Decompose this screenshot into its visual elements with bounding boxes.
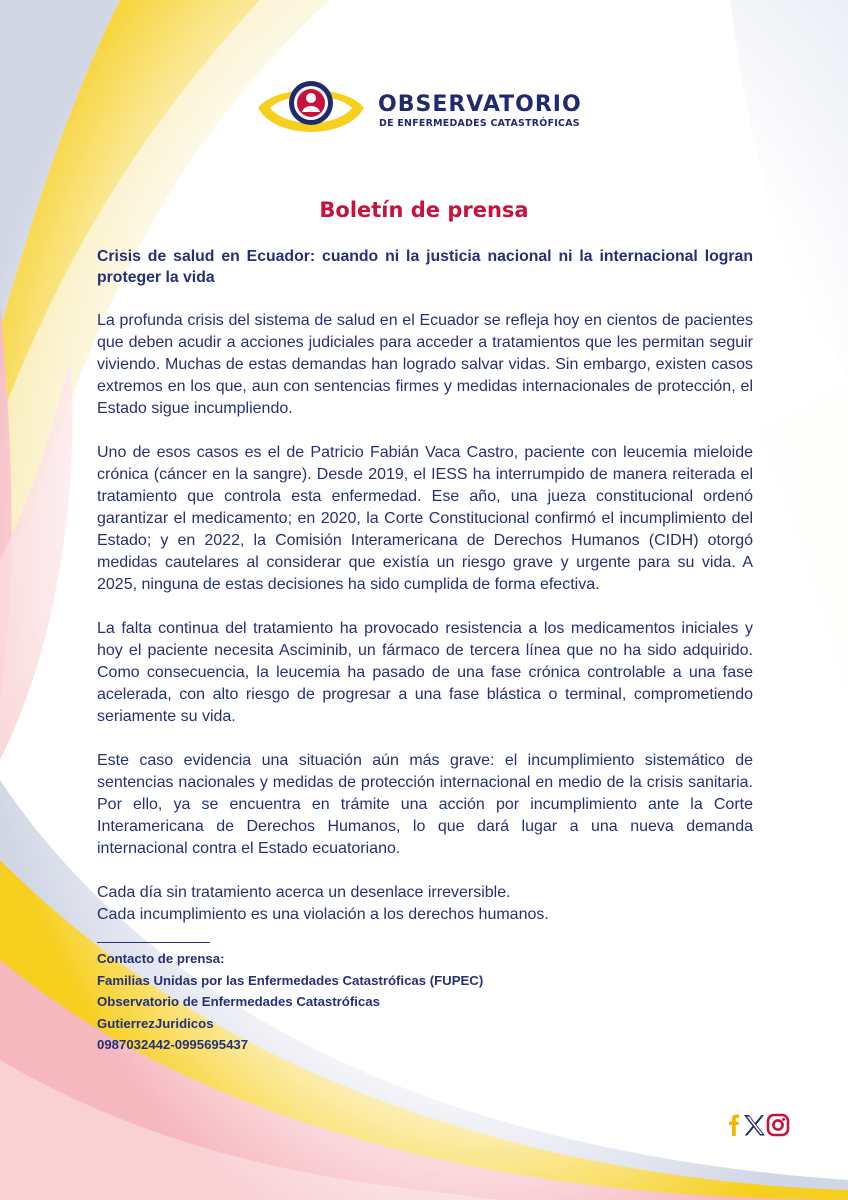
contact-line: Familias Unidas por las Enfermedades Catastróficas (FUPEC): [97, 972, 484, 988]
press-release-body: [97, 246, 753, 926]
contact-heading: Contacto de prensa:: [97, 951, 225, 966]
contact-divider: [97, 942, 210, 943]
paragraph: Este caso evidencia una situación aún más grave: el incumplimiento sistemático de sentencias nacionales y medidas de protección internacional en medio de la crisis sanitaria. Por ello, ya se encuentra en trámite una acción por incumplimiento ante la Corte Interamericana de Derechos Humanos, lo que dará lugar a una nueva demanda internacional contra el Estado ecuatoriano.: [97, 752, 753, 857]
observatorio-logo: [256, 76, 596, 146]
facebook-icon[interactable]: [729, 1115, 739, 1137]
closing-line: Cada incumplimiento es una violación a los derechos humanos.: [97, 906, 549, 923]
contact-line: GutierrezJuridicos: [97, 1015, 214, 1031]
paragraph: La falta continua del tratamiento ha provocado resistencia a los medicamentos iniciales y hoy el paciente necesita Asciminib, un fármaco de tercera línea que no ha sido adquirido. Como consecuencia, la leucemia ha pasado de una fase crónica controlable a una fase acelerada, con alto riesgo de progresar a una fase blástica o terminal, comprometiendo seriamente su vida.: [97, 620, 753, 725]
logo-name: OBSERVATORIO: [378, 92, 582, 117]
x-icon[interactable]: [744, 1115, 765, 1136]
contact-line: Observatorio de Enfermedades Catastróficas: [97, 994, 380, 1009]
paragraph: Uno de esos casos es el de Patricio Fabián Vaca Castro, paciente con leucemia mieloide crónica (cáncer en la sangre). Desde 2019, el IESS ha interrumpido de manera reiterada el tratamiento que controla esta enfermedad. Ese año, una jueza constitucional ordenó garantizar el medicamento; en 2020, la Corte Constitucional confirmó el incumplimiento del Estado; y en 2022, la Comisión Interamericana de Derechos Humanos (CIDH) otorgó medidas cautelares al considerar que existía un riesgo grave y urgente para su vida. A 2025, ninguna de estas decisiones ha sido cumplida de forma efectiva.: [97, 444, 753, 593]
eye-logo-icon: [256, 76, 366, 146]
press-contact: [97, 948, 483, 1056]
instagram-icon[interactable]: [768, 1115, 788, 1135]
social-icons: [724, 1112, 790, 1138]
closing-line: Cada día sin tratamiento acerca un desenlace irreversible.: [97, 884, 511, 901]
contact-phone: 0987032442-0995695437: [97, 1037, 249, 1052]
logo-subtitle: DE ENFERMEDADES CATASTRÓFICAS: [379, 118, 580, 129]
page-title: Boletín de prensa: [319, 198, 529, 222]
paragraph: La profunda crisis del sistema de salud en el Ecuador se refleja hoy en cientos de pacientes que deben acudir a acciones judiciales para acceder a tratamientos que les permitan seguir viviendo. Muchas de estas demandas han logrado salvar vidas. Sin embargo, existen casos extremos en los que, aun con sentencias firmes y medidas internacionales de protección, el Estado sigue incumpliendo.: [97, 312, 753, 417]
headline: Crisis de salud en Ecuador: cuando ni la justicia nacional ni la internacional logran proteger la vida: [97, 248, 753, 286]
